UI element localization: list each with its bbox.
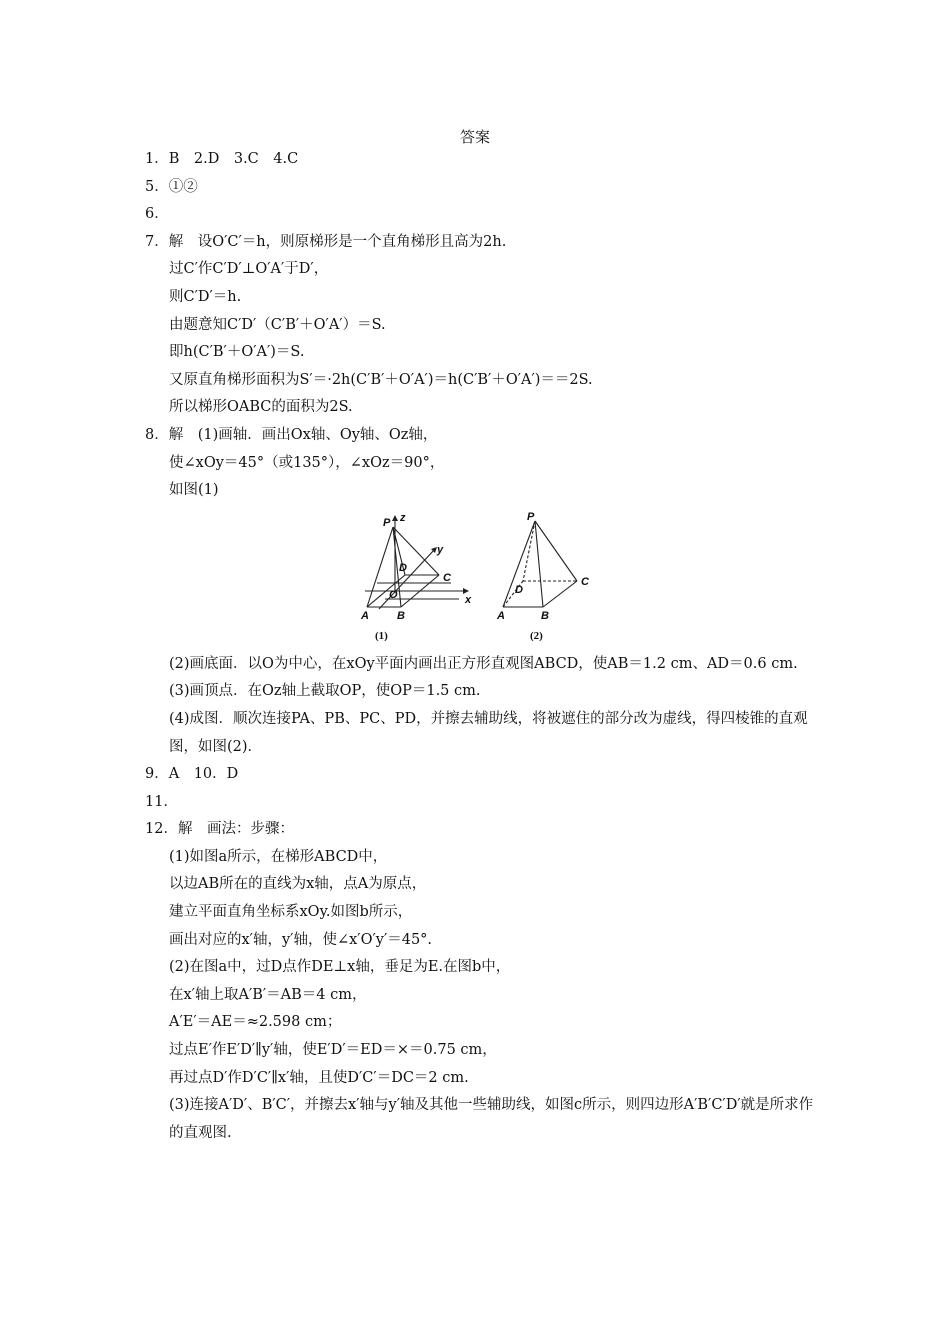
pyramid-figures: [145, 505, 825, 651]
answer-line: 7．解 设O′C′＝h，则原梯形是一个直角梯形且高为2h.: [145, 233, 507, 250]
label-D-1: D: [399, 561, 407, 574]
figure-caption-2: (2): [530, 629, 543, 642]
answer-line: 如图(1): [169, 482, 219, 499]
answer-line: (1)如图a所示，在梯形ABCD中，: [169, 848, 388, 865]
answer-line: 1．B 2.D 3.C 4.C: [145, 151, 299, 167]
answer-line: A′E′＝AE＝≈2.598 cm；: [169, 1014, 342, 1031]
answer-line: (4)成图．顺次连接PA、PB、PC、PD，并擦去辅助线，将被遮住的部分改为虚线，得四棱锥的直观图，如图(2)．: [169, 710, 808, 755]
edge-PD-2-hidden: [523, 521, 535, 581]
answer-line: (2)在图a中，过D点作DE⊥x轴，垂足为E.在图b中，: [169, 959, 511, 976]
answer-block-1: [145, 146, 825, 505]
label-P-1: P: [383, 516, 391, 529]
edge-PB-2: [535, 521, 543, 607]
label-C-2: C: [581, 575, 589, 588]
label-B-2: B: [541, 609, 549, 622]
answer-line: 11．: [145, 793, 178, 810]
answer-line: (3)连接A′D′、B′C′，并擦去x′轴与y′轴及其他一些辅助线，如图c所示，则四边形A′B′C′D′就是所求作的直观图.: [169, 1097, 814, 1141]
y-axis: [379, 549, 435, 609]
answer-line: 5．①②: [145, 178, 198, 195]
answer-body: [145, 146, 825, 1147]
pyramid-diagram: [355, 509, 615, 649]
answer-line: 建立平面直角坐标系xOy.如图b所示，: [169, 904, 413, 921]
z-arrowhead: [392, 515, 398, 521]
edge-PC-2: [535, 521, 577, 581]
answer-line: 即h(C′B′＋O′A′)＝S.: [169, 344, 305, 361]
answer-line: 则C′D′＝h.: [169, 288, 242, 305]
answer-line: 在x′轴上取A′B′＝AB＝4 cm，: [169, 986, 367, 1003]
label-D-2: D: [515, 583, 523, 596]
page-title: 答案: [459, 128, 490, 146]
answer-line: 6．: [145, 206, 169, 223]
answer-line: 所以梯形OABC的面积为2S.: [169, 399, 353, 416]
answer-block-2: [145, 651, 825, 1148]
answer-line: (2)画底面．以O为中心，在xOy平面内画出正方形直观图ABCD，使AB＝1.2 cm、AD＝0.6 cm.: [169, 655, 798, 672]
answer-line: 12．解 画法：步骤：: [145, 821, 294, 838]
label-y: y: [437, 543, 444, 556]
figure-caption-1: (1): [375, 629, 388, 642]
edge-BC-2: [543, 581, 577, 607]
label-A-2: A: [497, 609, 505, 622]
answer-line: 再过点D′作D′C′∥x′轴，且使D′C′＝DC＝2 cm.: [169, 1069, 469, 1086]
answer-line: 9．A 10．D: [145, 766, 239, 783]
answer-line: 使∠xOy＝45°（或135°），∠xOz＝90°，: [169, 454, 445, 471]
answer-line: 由题意知C′D′（C′B′＋O′A′）＝S.: [169, 316, 386, 333]
answer-line: 过点E′作E′D′∥y′轴，使E′D′＝ED＝×＝0.75 cm，: [169, 1042, 497, 1059]
answer-line: (3)画顶点．在Oz轴上截取OP，使OP＝1.5 cm.: [169, 683, 481, 700]
label-B-1: B: [397, 609, 405, 622]
answer-line: 又原直角梯形面积为S′＝·2h(C′B′＋O′A′)＝h(C′B′＋O′A′)＝＝2S.: [169, 371, 593, 388]
answer-line: 画出对应的x′轴，y′轴，使∠x′O′y′＝45°.: [169, 931, 433, 948]
label-x: x: [465, 593, 472, 606]
answer-line: 过C′作C′D′⊥O′A′于D′，: [169, 261, 329, 278]
label-z: z: [400, 511, 406, 524]
label-P-2: P: [527, 510, 535, 523]
answer-line: 以边AB所在的直线为x轴，点A为原点，: [169, 876, 427, 893]
label-C-1: C: [443, 571, 451, 584]
answer-line: 8．解 (1)画轴．画出Ox轴、Oy轴、Oz轴，: [145, 426, 438, 443]
label-A-1: A: [361, 609, 369, 622]
label-O: O: [389, 588, 398, 601]
